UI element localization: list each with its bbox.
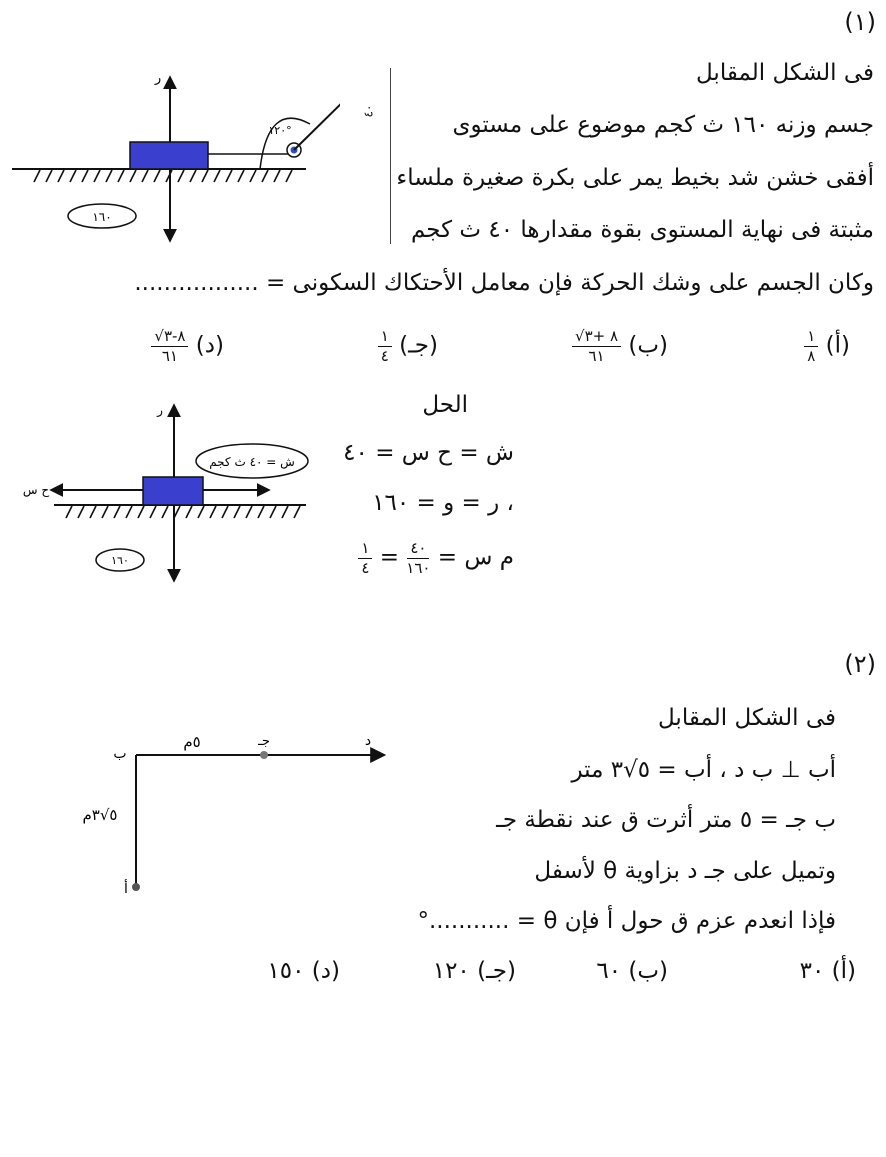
- option-c[interactable]: [378, 328, 438, 364]
- weight-label: ١٦٠: [111, 554, 129, 567]
- option-value: ٦٠: [596, 958, 622, 984]
- question-text-line: أب ⊥ ب د ، أب = ٥√٣ متر: [571, 757, 836, 783]
- question-text-line: وتميل على جـ د بزاوية θ لأسفل: [534, 858, 836, 884]
- option-label: (أ): [825, 332, 850, 359]
- option-label: (جـ): [477, 958, 516, 984]
- option-label: (د): [195, 332, 224, 359]
- question-text-line: فى الشكل المقابل: [658, 705, 836, 731]
- option-fraction: $\frac{٨ +٣√}{٦١}$: [572, 328, 621, 364]
- question-text-line: فى الشكل المقابل: [696, 60, 874, 86]
- solution-line: ، ر = و = ١٦٠: [372, 490, 514, 516]
- solution-title: الحل: [422, 392, 468, 418]
- option-label: (ب): [628, 958, 668, 984]
- option-fraction: $\frac{١}{٤}$: [378, 328, 392, 364]
- length-ab: ٥√٣م: [82, 806, 118, 824]
- force-label: ٤٠: [361, 104, 376, 118]
- option-d[interactable]: [151, 328, 224, 364]
- solution-line: ش = ح س = ٤٠: [343, 440, 514, 466]
- question-text-line: وكان الجسم على وشك الحركة فإن معامل الأحتكاك السكونى = .................: [134, 270, 874, 296]
- q2-figure: [70, 720, 400, 900]
- question-number: (١): [844, 8, 876, 36]
- label-j: جـ: [258, 734, 270, 749]
- solution-fraction: $\frac{٤٠}{١٦٠}$: [406, 539, 431, 577]
- reaction-label: ر: [154, 71, 162, 86]
- weight-label: ١٦٠: [92, 210, 112, 224]
- ground-hatching: [66, 506, 300, 518]
- question-text-line: مثبتة فى نهاية المستوى بقوة مقدارها ٤٠ ث كجم: [410, 217, 874, 243]
- question-text-line: أفقى خشن شد بخيط يمر على بكرة صغيرة ملساء: [396, 165, 874, 191]
- q1-figure: [10, 66, 340, 246]
- solution-fraction: $\frac{١}{٤}$: [358, 540, 372, 576]
- solution-line: م س = $\frac{٤٠}{١٦٠}$ = $\frac{١}{٤}$: [358, 540, 514, 576]
- option-d[interactable]: [267, 958, 340, 984]
- option-label: (د): [311, 958, 340, 984]
- block: [143, 477, 203, 505]
- option-value: ١٢٠: [432, 958, 470, 984]
- option-fraction: $\frac{١}{٨}$: [804, 328, 818, 364]
- label-d: د: [364, 733, 372, 749]
- divider: [390, 68, 391, 244]
- tension-label: ش = ٤٠ ث كجم: [209, 455, 295, 469]
- option-value: ١٥٠: [267, 958, 305, 984]
- point-j: [260, 751, 268, 759]
- friction-label: ح س: [22, 483, 50, 497]
- question-number: (٢): [844, 650, 876, 678]
- length-bj: ٥م: [183, 733, 201, 751]
- question-text-line: ب جـ = ٥ متر أثرت ق عند نقطة جـ: [496, 807, 836, 833]
- question-text-line: جسم وزنه ١٦٠ ث كجم موضوع على مستوى: [452, 112, 874, 138]
- solution-figure: [22, 400, 322, 585]
- option-label: (ب): [628, 332, 668, 359]
- label-a: أ: [124, 881, 128, 897]
- option-fraction: $\frac{٨-٣√}{٦١}$: [151, 328, 188, 364]
- ground-hatching: [34, 170, 292, 182]
- point-a: [132, 883, 140, 891]
- option-b[interactable]: [596, 958, 668, 984]
- block: [130, 142, 208, 169]
- option-value: ٣٠: [799, 958, 825, 984]
- option-b[interactable]: [572, 328, 668, 364]
- option-a[interactable]: [804, 328, 850, 364]
- question-text-line: فإذا انعدم عزم ق حول أ فإن θ = ...........°: [417, 908, 836, 934]
- label-b: ب: [113, 746, 127, 762]
- option-label: (جـ): [399, 332, 438, 359]
- reaction-label: ر: [157, 403, 163, 417]
- option-c[interactable]: [433, 958, 516, 984]
- option-a[interactable]: [800, 958, 856, 984]
- angle-label: ١٢٠°: [268, 124, 292, 137]
- option-label: (أ): [831, 958, 856, 984]
